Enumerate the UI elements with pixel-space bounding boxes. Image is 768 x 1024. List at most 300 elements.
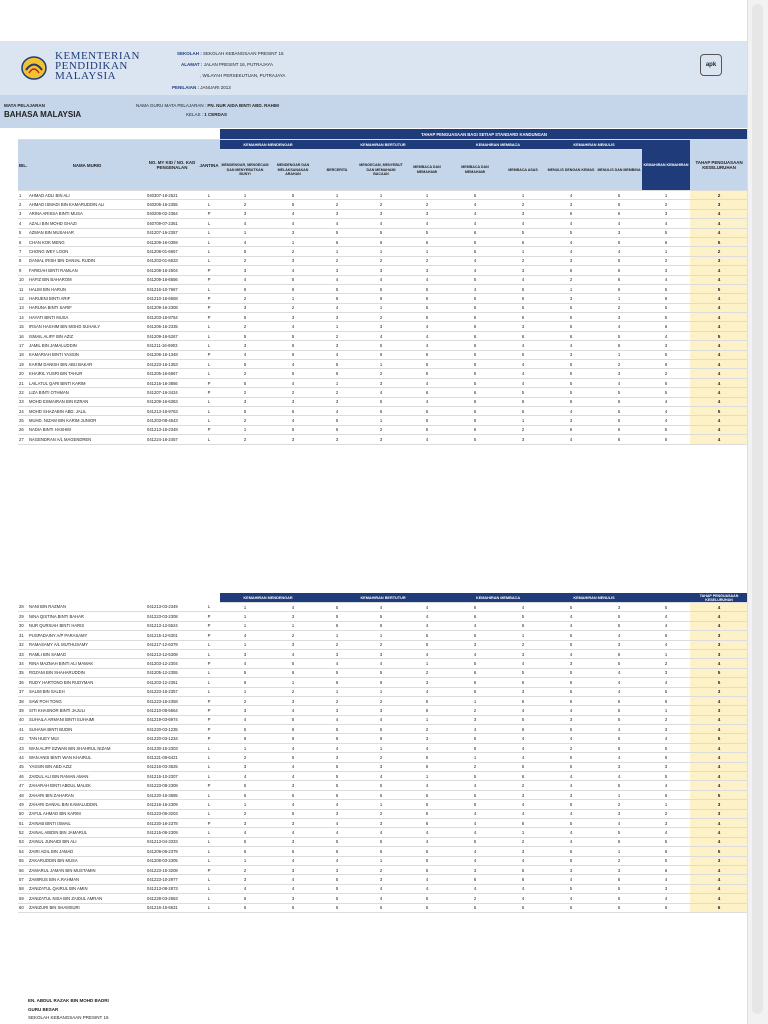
cell-score: 5 [316, 668, 358, 677]
cell-jantina: L [198, 743, 220, 752]
cell-score: 5 [500, 228, 546, 237]
cell-score: 1 [316, 247, 358, 256]
cell-nama: SUHAILA ARMANI BINTI SUHAIMI [28, 715, 146, 724]
cell-score: 5 [316, 875, 358, 884]
cell-jantina: L [198, 191, 220, 200]
cell-score: 4 [220, 884, 270, 893]
cell-score: 4 [358, 772, 404, 781]
cell-nama: ZAKARUDDIN BIN MUSA [28, 856, 146, 865]
cell-score: 6 [270, 284, 316, 293]
cell-score: 3 [270, 612, 316, 621]
cell-bil: 44 [18, 753, 28, 762]
cell-score: 5 [220, 360, 270, 369]
cell-score: 3 [358, 322, 404, 331]
cell-score: 1 [358, 191, 404, 200]
cell-score: 3 [546, 256, 596, 265]
cell-nama: RAMLI BIN SAMAD [28, 649, 146, 658]
cell-nama: ZANIZATUL QAIRUL BIN AMIN [28, 884, 146, 893]
cell-score: 4 [596, 247, 642, 256]
cell-mykid: 041213-16-9763 [146, 406, 198, 415]
cell-score: 5 [450, 734, 500, 743]
cell-mykid: 041213-04-3333 [146, 837, 198, 846]
cell-mykid: 041205-12-2355 [146, 668, 198, 677]
cell-jantina: L [198, 800, 220, 809]
cell-tahap: 3 [690, 687, 748, 696]
cell-mykid: 041209-16-2308 [146, 303, 198, 312]
cell-score: 6 [404, 388, 450, 397]
cell-score: 4 [404, 687, 450, 696]
cell-nama: AZMAN BIN MUSAHAR [28, 228, 146, 237]
cell-score: 5 [596, 237, 642, 246]
cell-score: 1 [404, 247, 450, 256]
cell-tahap: 4 [690, 884, 748, 893]
cell-score: 6 [596, 649, 642, 658]
cell-score: 4 [500, 360, 546, 369]
table-row [18, 388, 748, 397]
cell-score: 4 [358, 219, 404, 228]
cell-bil: 55 [18, 856, 28, 865]
sub-col-7: MEMBACA ASAS [500, 150, 546, 191]
cell-score: 4 [358, 828, 404, 837]
cell-score: 3 [404, 734, 450, 743]
col-bil: BIL. [18, 140, 28, 191]
cell-score: 5 [546, 603, 596, 612]
cell-bil: 18 [18, 350, 28, 359]
cell-score: 6 [642, 378, 690, 387]
cell-score: 5 [500, 668, 546, 677]
cell-score: 3 [220, 266, 270, 275]
cell-nama: YASSIN BIN ABD AZIZ [28, 762, 146, 771]
table-row [18, 209, 748, 218]
cell-score: 1 [220, 800, 270, 809]
cell-score: 3 [220, 818, 270, 827]
cell-score: 6 [450, 388, 500, 397]
cell-score: 5 [596, 659, 642, 668]
cell-score: 3 [404, 678, 450, 687]
cell-score: 6 [546, 696, 596, 705]
cell-score: 4 [546, 219, 596, 228]
cell-score: 6 [642, 360, 690, 369]
cell-score: 4 [546, 781, 596, 790]
cell-score: 1 [404, 715, 450, 724]
sub-col-3: BERCERITA [316, 150, 358, 191]
cell-tahap: 4 [690, 828, 748, 837]
cell-score: 4 [500, 884, 546, 893]
cell-score: 2 [270, 388, 316, 397]
cell-score: 3 [270, 397, 316, 406]
cell-score: 4 [270, 360, 316, 369]
kelas-value: 1 CERDAS [204, 112, 228, 117]
cell-score: 5 [450, 378, 500, 387]
table-row [18, 875, 748, 884]
table-row [18, 256, 748, 265]
cell-score: 4 [270, 266, 316, 275]
table-row [18, 772, 748, 781]
cell-bil: 19 [18, 360, 28, 369]
cell-mykid: 041220-16-3695 [146, 790, 198, 799]
cell-score: 6 [596, 435, 642, 444]
cell-score: 1 [270, 294, 316, 303]
cell-score: 1 [220, 603, 270, 612]
cell-bil: 11 [18, 284, 28, 293]
cell-score: 5 [270, 369, 316, 378]
cell-score: 1 [270, 621, 316, 630]
cell-score: 4 [500, 341, 546, 350]
cell-score: 4 [500, 753, 546, 762]
cell-score: 4 [546, 809, 596, 818]
cell-score: 4 [404, 341, 450, 350]
cell-score: 5 [270, 715, 316, 724]
cell-score: 5 [450, 659, 500, 668]
cell-score: 4 [596, 668, 642, 677]
cell-bil: 24 [18, 406, 28, 415]
logo-line-2: PENDIDIKAN [55, 60, 128, 72]
cell-score: 1 [316, 378, 358, 387]
cell-score: 2 [404, 256, 450, 265]
cell-score: 4 [642, 406, 690, 415]
table-row [18, 219, 748, 228]
cell-mykid: 041213-12-5308 [146, 649, 198, 658]
cell-score: 6 [358, 350, 404, 359]
cell-jantina: L [198, 228, 220, 237]
cell-score: 3 [500, 435, 546, 444]
cell-jantina: L [198, 790, 220, 799]
cell-score: 4 [270, 603, 316, 612]
cell-score: 4 [316, 715, 358, 724]
cell-nama: AHMAD ADLI BIN ALI [28, 191, 146, 200]
cell-score: 4 [358, 388, 404, 397]
cell-score: 4 [450, 828, 500, 837]
cell-score: 6 [500, 397, 546, 406]
cell-score: 1 [596, 790, 642, 799]
cell-score: 3 [358, 875, 404, 884]
cell-nama: SALIM BIN SALEH [28, 687, 146, 696]
table-row [18, 903, 748, 912]
cell-score: 5 [596, 416, 642, 425]
cell-tahap: 5 [690, 678, 748, 687]
cell-score: 3 [546, 659, 596, 668]
cell-nama: NAGENDRAN A/L MAGENDREN [28, 435, 146, 444]
cell-jantina: L [198, 649, 220, 658]
cell-score: 5 [358, 341, 404, 350]
cell-score: 6 [596, 425, 642, 434]
col-nama: NAMA MURID [28, 140, 146, 191]
cell-jantina: P [198, 781, 220, 790]
cell-mykid: 041203-12-2304 [146, 659, 198, 668]
cell-score: 4 [404, 781, 450, 790]
cell-jantina: L [198, 753, 220, 762]
cell-score: 1 [220, 743, 270, 752]
cell-mykid: 041207-16-3424 [146, 388, 198, 397]
cell-score: 1 [500, 191, 546, 200]
cell-score: 6 [450, 875, 500, 884]
cell-bil: 4 [18, 219, 28, 228]
cell-tahap: 4 [690, 275, 748, 284]
cell-score: 2 [500, 640, 546, 649]
cell-score: 5 [500, 762, 546, 771]
cell-score: 4 [500, 275, 546, 284]
blank-kemahiran-2 [642, 593, 690, 603]
cell-score: 4 [642, 734, 690, 743]
cell-score: 3 [358, 706, 404, 715]
cell-score: 5 [642, 687, 690, 696]
cell-score: 1 [358, 360, 404, 369]
cell-score: 4 [596, 322, 642, 331]
vertical-scrollbar[interactable] [747, 0, 768, 1024]
cell-score: 2 [220, 256, 270, 265]
cell-score: 4 [546, 341, 596, 350]
cell-nama: TAN HUEY MUI [28, 734, 146, 743]
cell-tahap: 5 [690, 331, 748, 340]
cell-score: 5 [404, 696, 450, 705]
cell-score: 6 [500, 818, 546, 827]
cell-bil: 6 [18, 237, 28, 246]
cell-score: 6 [546, 209, 596, 218]
cell-score: 4 [546, 828, 596, 837]
cell-score: 5 [220, 837, 270, 846]
cell-score: 3 [546, 350, 596, 359]
cell-score: 5 [642, 856, 690, 865]
cell-tahap: 3 [690, 631, 748, 640]
cell-bil: 38 [18, 696, 28, 705]
cell-score: 2 [220, 753, 270, 762]
cell-score: 4 [358, 275, 404, 284]
cell-score: 5 [642, 388, 690, 397]
cell-jantina: P [198, 275, 220, 284]
cell-score: 5 [546, 856, 596, 865]
cell-score: 6 [316, 903, 358, 912]
cell-score: 3 [358, 378, 404, 387]
cell-bil: 43 [18, 743, 28, 752]
cell-nama: NADIA BINTI HASHIM [28, 425, 146, 434]
cell-score: 1 [642, 800, 690, 809]
signature-school: SEKOLAH KEBANGSAAN PRESINT 16 [28, 1015, 109, 1020]
cell-score: 2 [500, 200, 546, 209]
table-row [18, 397, 748, 406]
cell-jantina: P [198, 734, 220, 743]
cell-score: 1 [358, 303, 404, 312]
kelas-row [186, 112, 227, 117]
group-menulis-2: KEMAHIRAN MENULIS [546, 593, 642, 603]
guru-row [136, 103, 279, 108]
cell-score: 3 [316, 341, 358, 350]
cell-score: 4 [642, 828, 690, 837]
cell-score: 3 [642, 341, 690, 350]
cell-score: 6 [270, 725, 316, 734]
cell-score: 5 [270, 191, 316, 200]
cell-score: 4 [450, 209, 500, 218]
cell-tahap: 4 [690, 378, 748, 387]
cell-tahap: 3 [690, 640, 748, 649]
cell-score: 4 [450, 856, 500, 865]
cell-score: 3 [450, 640, 500, 649]
cell-jantina: L [198, 875, 220, 884]
cell-score: 5 [596, 884, 642, 893]
cell-score: 2 [220, 696, 270, 705]
cell-score: 5 [316, 762, 358, 771]
cell-score: 6 [642, 294, 690, 303]
guru-label: NAMA GURU MATA PELAJARAN : [136, 103, 207, 108]
scrollbar-thumb[interactable] [752, 4, 763, 1014]
cell-score: 6 [596, 209, 642, 218]
cell-jantina: P [198, 612, 220, 621]
cell-tahap: 4 [690, 303, 748, 312]
penilaian-value: JANUARI 2013 [200, 85, 231, 90]
cell-score: 6 [500, 406, 546, 415]
cell-score: 3 [404, 209, 450, 218]
cell-score: 3 [316, 313, 358, 322]
cell-score: 4 [642, 875, 690, 884]
cell-score: 2 [220, 294, 270, 303]
cell-score: 5 [220, 331, 270, 340]
cell-score: 1 [220, 191, 270, 200]
cell-bil: 17 [18, 341, 28, 350]
table-row [18, 828, 748, 837]
cell-score: 5 [404, 809, 450, 818]
cell-jantina: L [198, 237, 220, 246]
cell-score: 4 [642, 894, 690, 903]
cell-bil: 33 [18, 649, 28, 658]
cell-score: 6 [316, 678, 358, 687]
alamat-value-1: JALAN PRESINT 16, PUTRAJAYA [203, 62, 273, 67]
col-jantina: JANTINA [198, 140, 220, 191]
crest-icon [20, 55, 48, 81]
cell-score: 5 [500, 350, 546, 359]
cell-score: 5 [404, 894, 450, 903]
cell-jantina: L [198, 360, 220, 369]
cell-tahap: 4 [690, 875, 748, 884]
cell-score: 3 [316, 865, 358, 874]
cell-score: 4 [404, 397, 450, 406]
group-membaca: KEMAHIRAN MEMBACA [450, 140, 546, 150]
cell-score: 4 [642, 621, 690, 630]
cell-score: 3 [642, 668, 690, 677]
cell-score: 1 [596, 847, 642, 856]
cell-mykid: 041230-15-2303 [146, 743, 198, 752]
cell-mykid: 041223-15-3208 [146, 865, 198, 874]
cell-mykid: 041223-10-2977 [146, 875, 198, 884]
cell-score: 6 [358, 847, 404, 856]
cell-nama: IRSAN HASHIM BIN MOHD SUHAILY [28, 322, 146, 331]
cell-score: 2 [404, 200, 450, 209]
cell-score: 1 [500, 247, 546, 256]
cell-score: 6 [642, 790, 690, 799]
cell-score: 3 [450, 715, 500, 724]
cell-score: 6 [500, 725, 546, 734]
cell-score: 2 [358, 640, 404, 649]
table-row [18, 894, 748, 903]
cell-mykid: 041210-08-5564 [146, 706, 198, 715]
cell-mykid: 041223-03-2308 [146, 612, 198, 621]
cell-nama: AHMAD ISMADI BIN KAMARUDDIN ALI [28, 200, 146, 209]
cell-score: 3 [220, 875, 270, 884]
cell-score: 6 [316, 237, 358, 246]
cell-nama: ZAIDUL ALI BIN RAMAN AMAN [28, 772, 146, 781]
cell-mykid: 041223-06-3203 [146, 809, 198, 818]
cell-score: 4 [270, 219, 316, 228]
table-row [18, 884, 748, 893]
cell-score: 6 [358, 790, 404, 799]
cell-tahap: 4 [690, 219, 748, 228]
cell-score: 1 [596, 294, 642, 303]
cell-score: 6 [358, 621, 404, 630]
cell-nama: HALIM BIN HARUN [28, 284, 146, 293]
cell-bil: 27 [18, 435, 28, 444]
cell-bil: 29 [18, 612, 28, 621]
cell-jantina: L [198, 884, 220, 893]
cell-nama: HAYATI BINTI MUSA [28, 313, 146, 322]
cell-score: 6 [500, 294, 546, 303]
cell-score: 6 [220, 284, 270, 293]
cell-score: 3 [596, 640, 642, 649]
cell-score: 3 [220, 209, 270, 218]
cell-score: 4 [270, 322, 316, 331]
cell-score: 2 [220, 369, 270, 378]
cell-nama: ZAFUL AHMAD BIN KARIM [28, 809, 146, 818]
cell-score: 5 [546, 228, 596, 237]
cell-jantina: L [198, 668, 220, 677]
cell-mykid: 041220-16-2378 [146, 818, 198, 827]
cell-tahap: 4 [690, 621, 748, 630]
cell-score: 5 [546, 388, 596, 397]
cell-score: 4 [270, 828, 316, 837]
cell-nama: RAMASAMY A/L MUTHUSAMY [28, 640, 146, 649]
cell-score: 6 [596, 875, 642, 884]
cell-mykid: 040307-16-2521 [146, 191, 198, 200]
cell-score: 5 [596, 200, 642, 209]
cell-score: 6 [358, 406, 404, 415]
cell-score: 4 [404, 378, 450, 387]
cell-bil: 9 [18, 266, 28, 275]
cell-score: 4 [642, 640, 690, 649]
table-row [18, 621, 748, 630]
table-row [18, 687, 748, 696]
penilaian-row [172, 85, 231, 90]
cell-score: 4 [404, 603, 450, 612]
cell-nama: ARINA ARISSA BINTI MUSA [28, 209, 146, 218]
cell-jantina: P [198, 294, 220, 303]
cell-tahap: 4 [690, 416, 748, 425]
cell-score: 3 [500, 266, 546, 275]
alamat-row-2: , WILAYAH PERSEKUTUAN, PUTRAJAYA [200, 73, 286, 78]
cell-mykid: 041213-08-2873 [146, 884, 198, 893]
cell-mykid: 041213-03-2349 [146, 603, 198, 612]
logo-line-3: MALAYSIA [55, 70, 117, 82]
cell-score: 4 [450, 266, 500, 275]
cell-mykid: 041203-08-4543 [146, 416, 198, 425]
table-row [18, 247, 748, 256]
cell-mykid: 041203-12-2351 [146, 678, 198, 687]
cell-mykid: 041209-16-5267 [146, 331, 198, 340]
cell-score: 6 [596, 837, 642, 846]
cell-jantina: L [198, 903, 220, 912]
cell-tahap: 4 [690, 360, 748, 369]
cell-score: 4 [500, 734, 546, 743]
cell-nama: PUSPADAINY A/P PARASAMY [28, 631, 146, 640]
cell-score: 5 [450, 350, 500, 359]
cell-score: 6 [358, 237, 404, 246]
cell-tahap: 4 [690, 435, 748, 444]
cell-score: 6 [270, 341, 316, 350]
cell-score: 3 [546, 715, 596, 724]
cell-score: 6 [270, 790, 316, 799]
cell-score: 4 [358, 715, 404, 724]
cell-score: 6 [270, 668, 316, 677]
cell-score: 6 [642, 847, 690, 856]
table-row [18, 668, 748, 677]
cell-bil: 41 [18, 725, 28, 734]
cell-score: 3 [642, 884, 690, 893]
